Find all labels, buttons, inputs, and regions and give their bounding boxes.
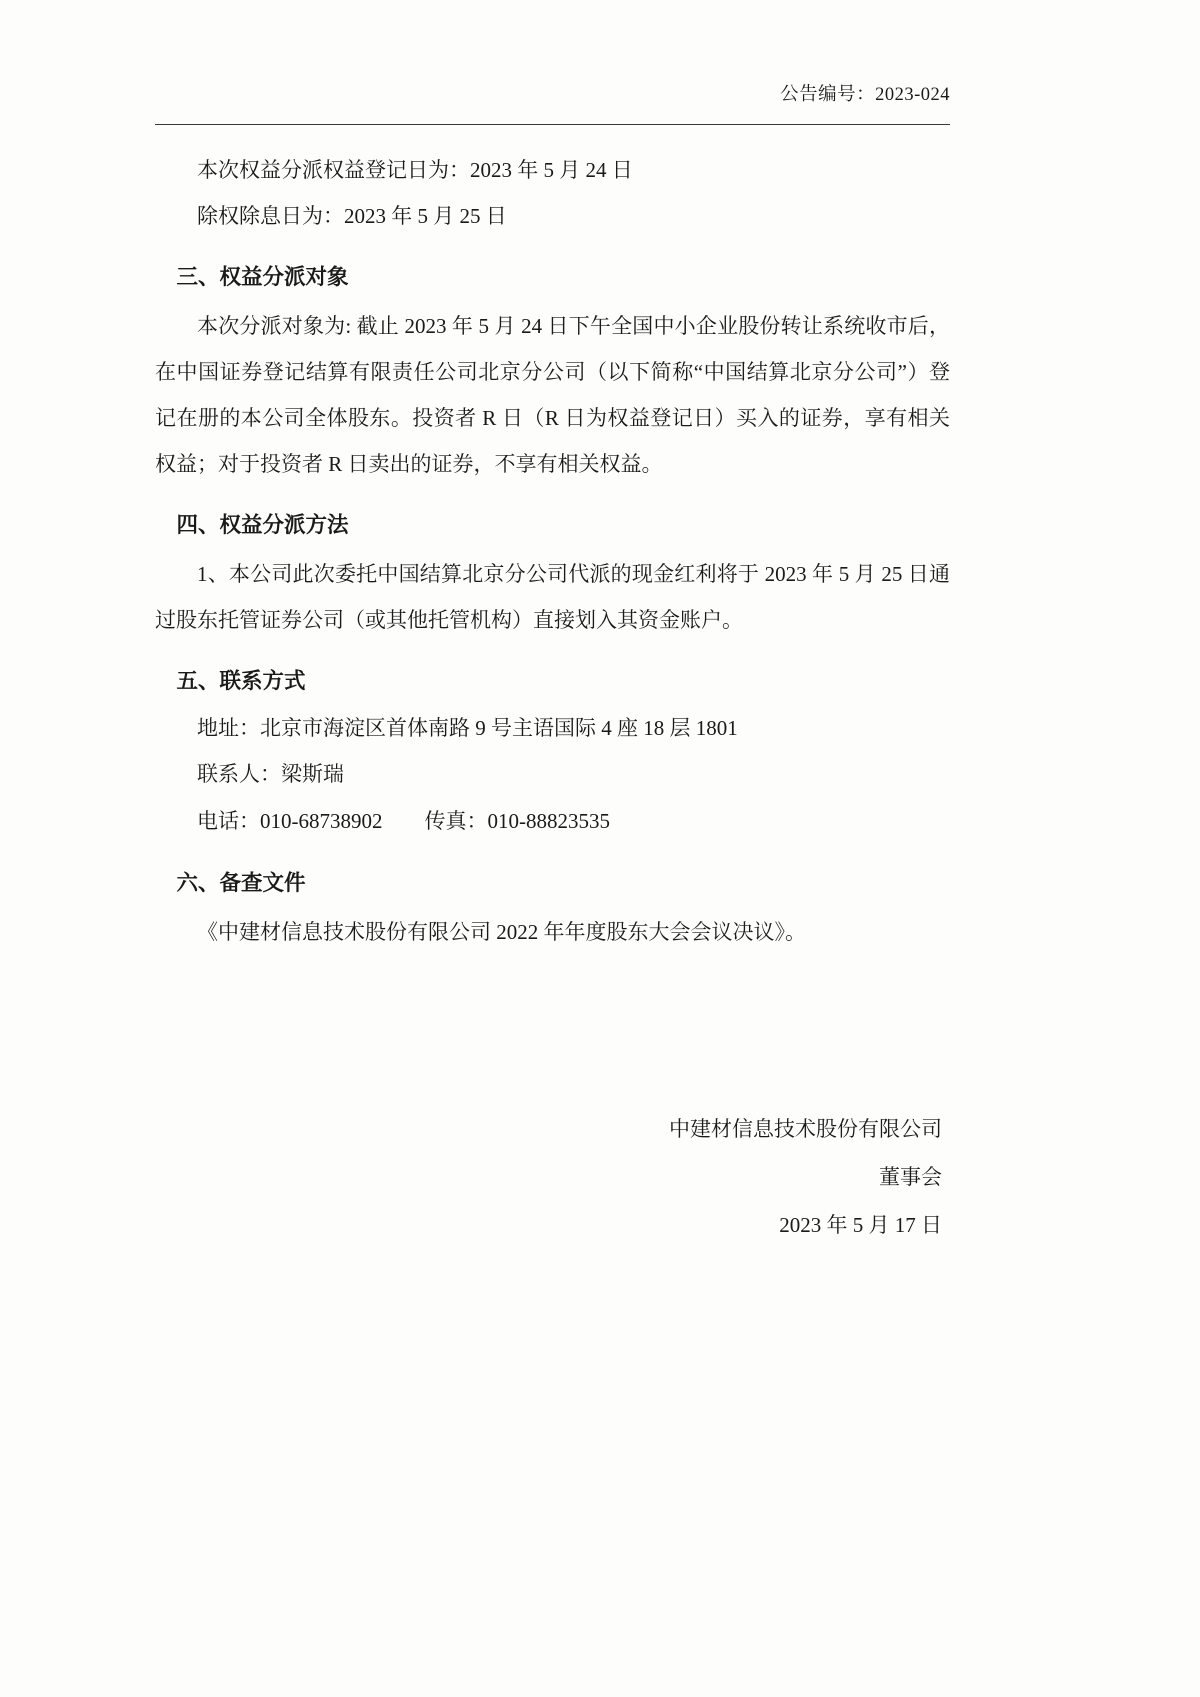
section-heading-6: 六、备查文件 — [176, 871, 306, 895]
section-heading-3: 三、权益分派对象 — [176, 265, 349, 289]
signature-board: 董事会 — [879, 1165, 942, 1189]
contact-phone: 电话：010-68738902 — [197, 809, 383, 833]
ex-dividend-date-line: 除权除息日为：2023 年 5 月 25 日 — [197, 204, 507, 228]
section-heading-5: 五、联系方式 — [176, 669, 306, 693]
contact-phone-fax-row — [155, 797, 950, 845]
signature-block — [155, 1105, 950, 1249]
signature-date: 2023 年 5 月 17 日 — [779, 1213, 942, 1237]
contact-person: 联系人：梁斯瑞 — [197, 762, 344, 786]
section-body-3: 本次分派对象为: 截止 2023 年 5 月 24 日下午全国中小企业股份转让系统收市后，在中国证券登记结算有限责任公司北京分公司（以下简称“中国结算北京分公司”）登记在册的本公司全体股东。投资者 R 日（R 日为权益登记日）买入的证券，享有相关权益；对于投资者 R 日卖出的证券，不享有相关权益。 — [155, 314, 950, 476]
contact-fax: 传真：010-88823535 — [424, 809, 610, 833]
document-content — [155, 0, 950, 1249]
signature-company: 中建材信息技术股份有限公司 — [669, 1117, 942, 1141]
section-heading-4: 四、权益分派方法 — [176, 513, 349, 537]
document-body — [155, 125, 950, 1249]
contact-address: 地址：北京市海淀区首体南路 9 号主语国际 4 座 18 层 1801 — [197, 716, 738, 740]
record-date-line: 本次权益分派权益登记日为：2023 年 5 月 24 日 — [197, 158, 633, 182]
section-body-6: 《中建材信息技术股份有限公司 2022 年年度股东大会会议决议》。 — [197, 920, 806, 944]
announcement-number: 公告编号：2023-024 — [780, 85, 950, 105]
section-body-4: 1、本公司此次委托中国结算北京分公司代派的现金红利将于 2023 年 5 月 25 日通过股东托管证券公司（或其他托管机构）直接划入其资金账户。 — [155, 562, 950, 632]
